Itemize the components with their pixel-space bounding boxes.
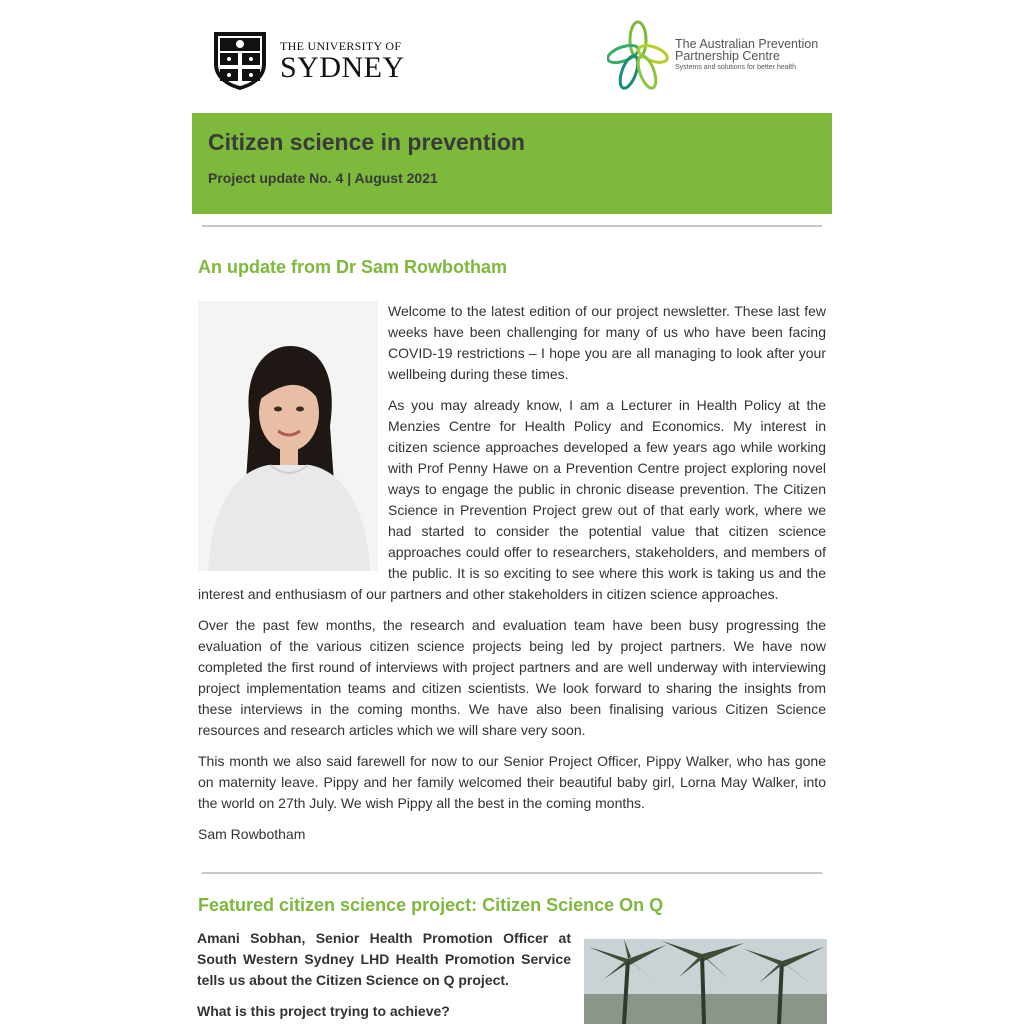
university-crest-icon xyxy=(210,28,270,92)
university-name-large: SYDNEY xyxy=(280,50,405,84)
newsletter-title: Citizen science in prevention xyxy=(208,129,525,155)
newsletter-subtitle: Project update No. 4 | August 2021 xyxy=(208,170,438,186)
featured-article xyxy=(197,928,571,1032)
flower-star-icon xyxy=(607,20,669,92)
featured-question: What is this project trying to achieve? xyxy=(197,1003,450,1019)
update-paragraph-3: Over the past few months, the research and evaluation team have been busy progressing the evaluation of the various citizen science projects being led by project partners. We have now completed the first round of interviews with project partners and are well underway with interviewing project implementation teams and citizen scientists. We look forward to sharing the insights from these interviews in the coming months. We have also been finalising various Citizen Science resources and research articles which we will share very soon. xyxy=(198,617,826,738)
prevention-centre-logo[interactable] xyxy=(607,20,818,92)
update-paragraph-1: Welcome to the latest edition of our project newsletter. These last few weeks have been challenging for many of us who have been facing COVID-19 restrictions – I hope you are all managing to look after your wellbeing during these times. xyxy=(388,303,826,382)
update-section-heading: An update from Dr Sam Rowbotham xyxy=(198,257,508,277)
section-divider xyxy=(202,225,822,227)
update-signature: Sam Rowbotham xyxy=(198,826,306,842)
sam-rowbotham-portrait xyxy=(198,301,378,571)
update-article xyxy=(198,301,826,855)
featured-intro: Amani Sobhan, Senior Health Promotion Officer at South Western Sydney LHD Health Promotion Service tells us about the Citizen Science on Q project. xyxy=(197,930,571,988)
update-paragraph-4: This month we also said farewell for now to our Senior Project Officer, Pippy Walker, who has gone on maternity leave. Pippy and her family welcomed their beautiful baby girl, Lorna May Walker, into the world on 27th July. We wish Pippy all the best in the coming months. xyxy=(198,753,826,811)
university-name-small: THE UNIVERSITY OF xyxy=(280,38,402,53)
prevention-centre-tagline: Systems and solutions for better health xyxy=(675,64,797,71)
prevention-centre-name-line2: Partnership Centre xyxy=(675,49,780,63)
title-banner xyxy=(192,113,832,214)
update-paragraph-2: As you may already know, I am a Lecturer in Health Policy at the Menzies Centre for Health Policy and Economics. My interest in citizen science approaches developed a few years ago while working with Prof Penny Hawe on a Prevention Centre project exploring novel ways to engage the public in chronic disease prevention. The Citizen Science in Prevention Project grew out of that early work, where we had started to consider the potential value that citizen science approaches could offer to researchers, stakeholders, and members of the public. It is so exciting to see where this work is taking us and the interest and enthusiasm of our partners and other stakeholders in citizen science approaches. xyxy=(198,397,826,602)
featured-section-heading: Featured citizen science project: Citizen Science On Q xyxy=(198,895,664,915)
newsletter-page xyxy=(192,0,832,1024)
prevention-centre-name-line1: The Australian Prevention xyxy=(675,37,819,51)
university-of-sydney-logo[interactable] xyxy=(210,28,405,92)
newsletter-header xyxy=(192,0,832,113)
palm-trees-photo xyxy=(584,939,827,1024)
section-divider xyxy=(202,872,822,874)
